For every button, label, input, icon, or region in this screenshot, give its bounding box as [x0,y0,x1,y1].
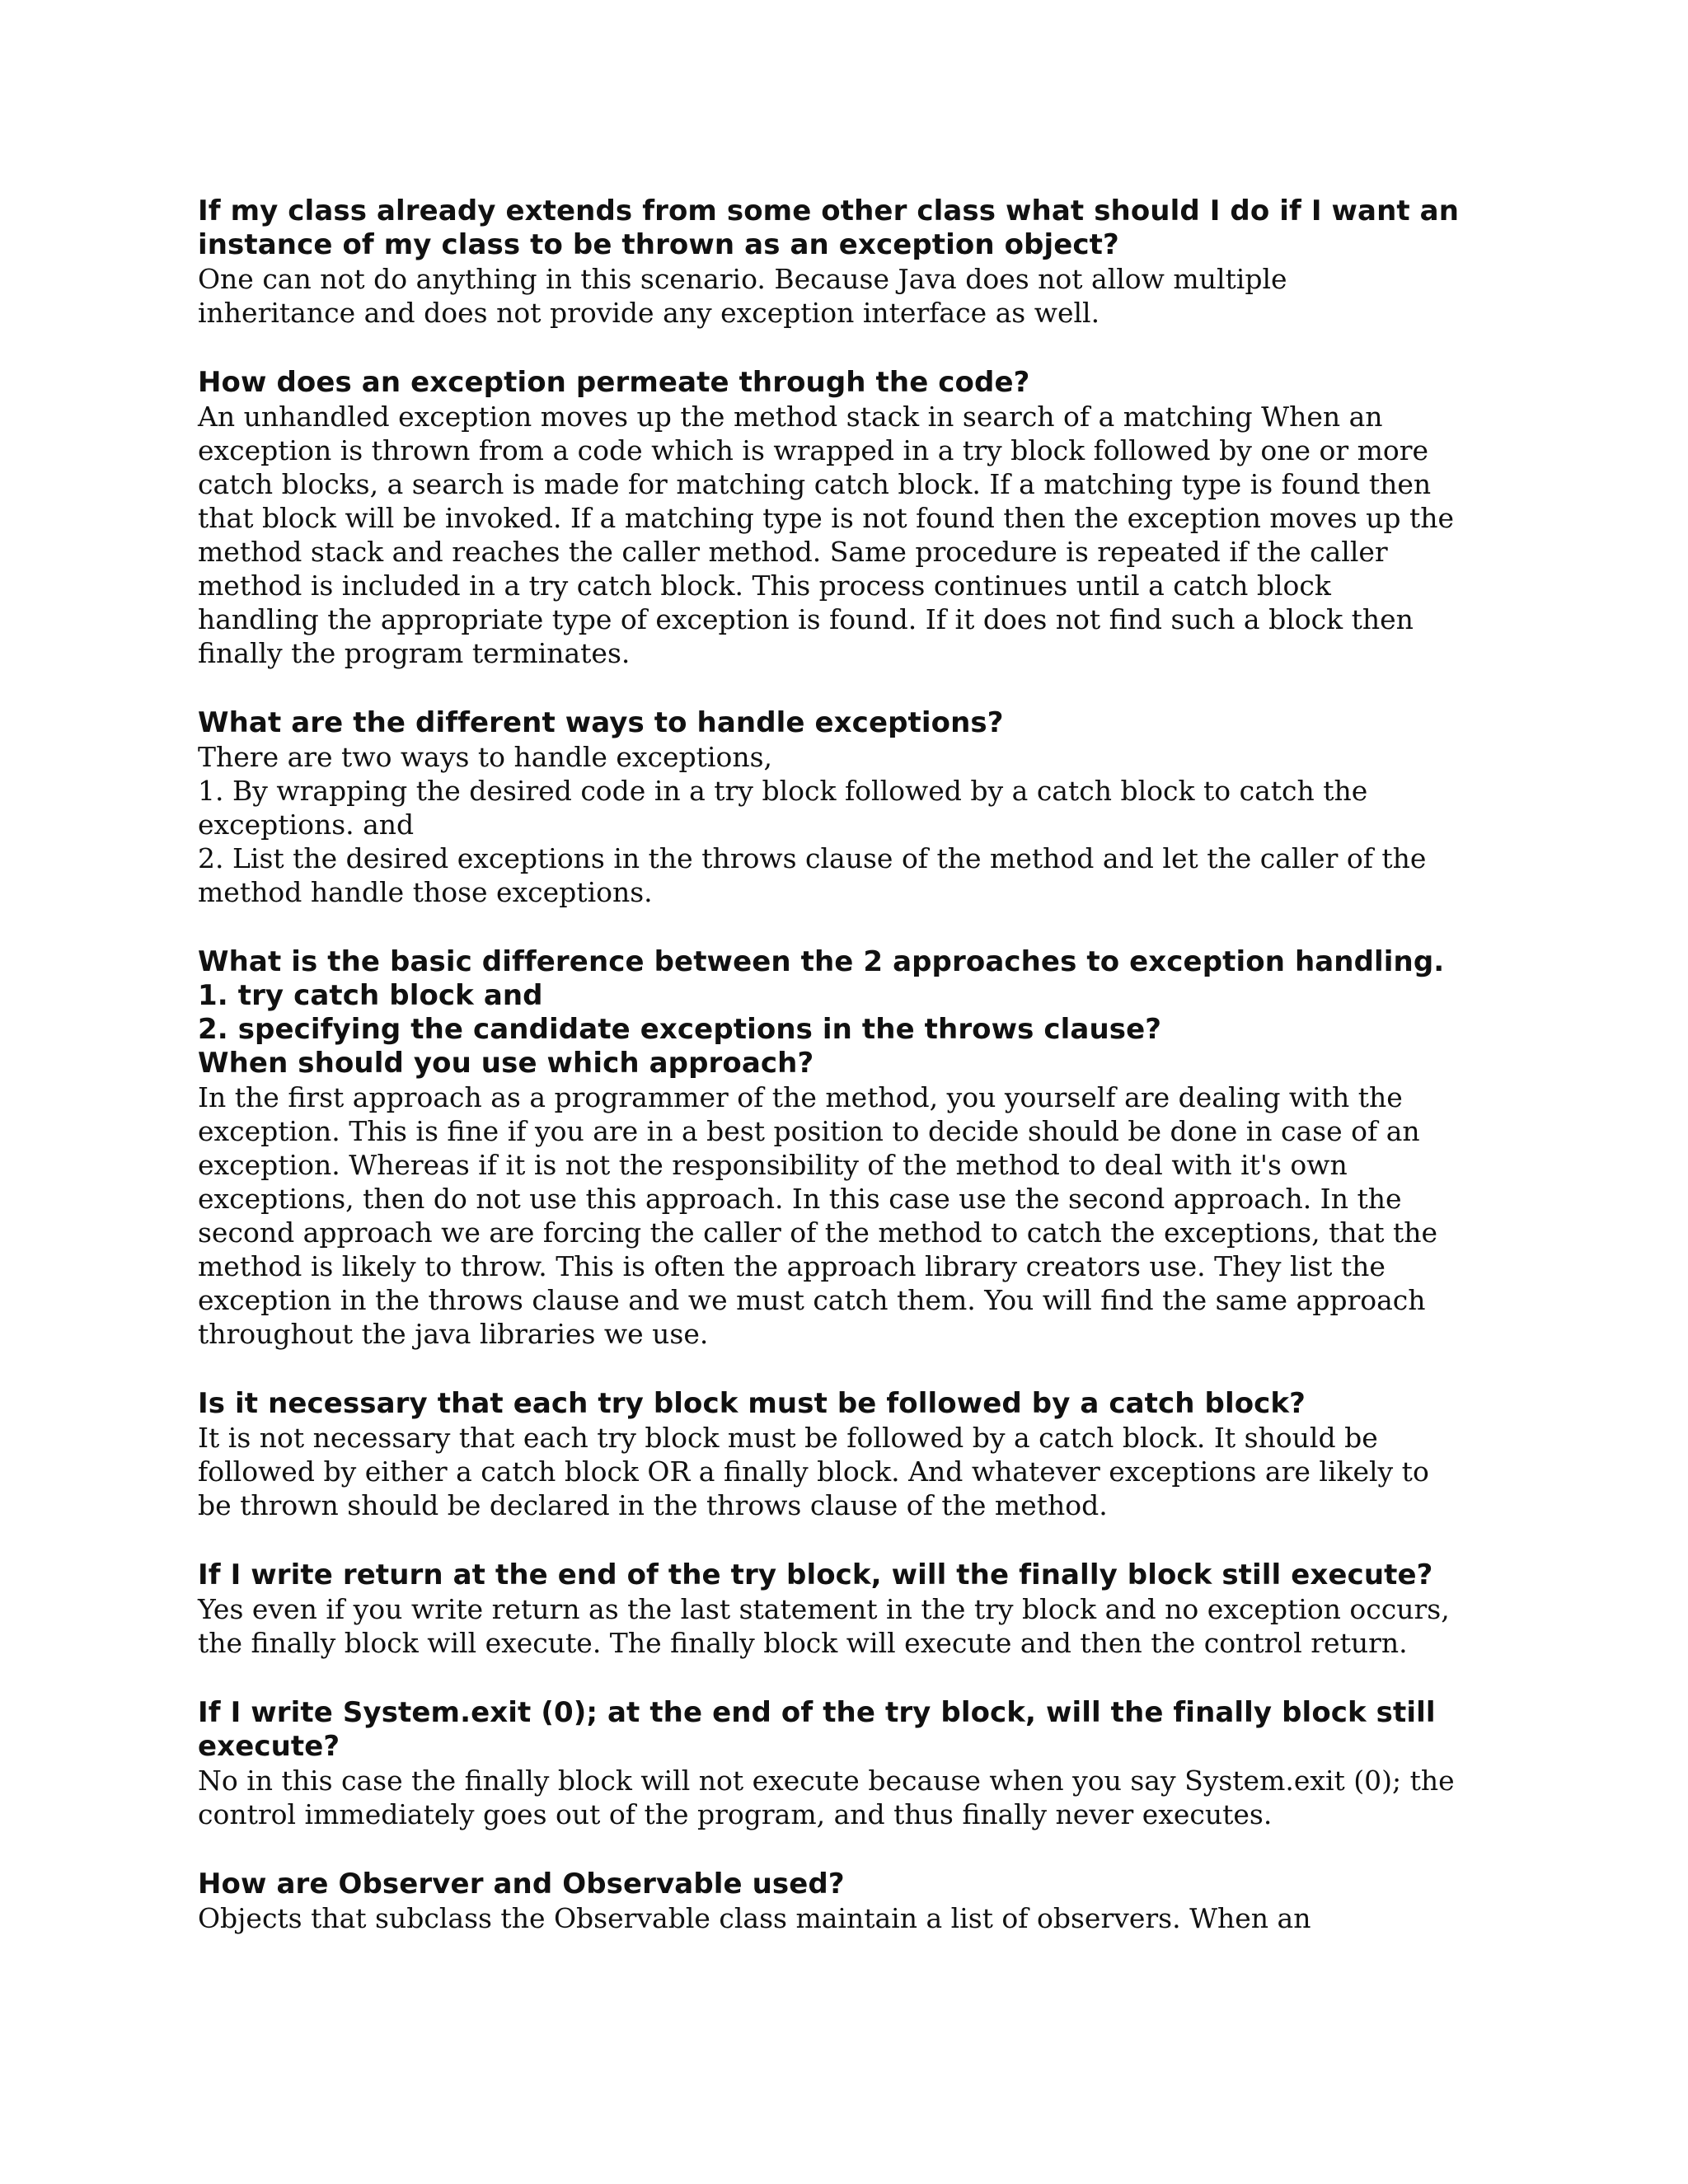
answer-line: There are two ways to handle exceptions, [198,741,773,773]
qa-section-2 [198,366,1500,670]
answer-line: finally the program terminates. [198,637,631,669]
question-line: If I write System.exit (0); at the end of the try block, will the finally block still [198,1696,1436,1729]
question-line: 1. try catch block and [198,979,543,1012]
answer-line: control immediately goes out of the program, and thus finally never executes. [198,1798,1273,1830]
question-heading [198,194,1500,262]
answer-line: method stack and reaches the caller method. Same procedure is repeated if the caller [198,536,1388,568]
qa-section-8 [198,1868,1500,1935]
answer-line: the finally block will execute. The finally block will execute and then the control return. [198,1627,1408,1659]
answer-line: Objects that subclass the Observable class maintain a list of observers. When an [198,1902,1311,1934]
answer-line: method is likely to throw. This is often the approach library creators use. They list the [198,1250,1386,1282]
answer-line: that block will be invoked. If a matching type is not found then the exception moves up the [198,502,1455,534]
question-line: What is the basic difference between the 2 approaches to exception handling. [198,945,1445,978]
question-heading [198,1696,1500,1764]
question-line: Is it necessary that each try block must be followed by a catch block? [198,1387,1306,1420]
answer-paragraph [198,1421,1500,1522]
document-page [198,194,1500,1971]
qa-section-7 [198,1696,1500,1831]
answer-line: second approach we are forcing the caller of the method to catch the exceptions, that the [198,1216,1438,1249]
question-line: execute? [198,1730,340,1763]
answer-line: method handle those exceptions. [198,876,653,908]
question-line: If my class already extends from some other class what should I do if I want an [198,194,1460,227]
question-heading [198,1387,1500,1421]
answer-line: exception. This is fine if you are in a best position to decide should be done in case of an [198,1115,1420,1147]
qa-section-3 [198,706,1500,909]
question-line: instance of my class to be thrown as an exception object? [198,228,1119,261]
qa-section-6 [198,1558,1500,1660]
question-line: How are Observer and Observable used? [198,1868,845,1900]
question-heading [198,366,1500,400]
answer-paragraph [198,1901,1500,1935]
question-heading [198,945,1500,1080]
answer-line: An unhandled exception moves up the method stack in search of a matching When an [198,401,1383,433]
answer-line: method is included in a try catch block. This process continues until a catch block [198,569,1331,602]
question-line: What are the different ways to handle exceptions? [198,706,1004,739]
answer-paragraph [198,262,1500,330]
answer-paragraph [198,740,1500,909]
question-line: 2. specifying the candidate exceptions in the throws clause? [198,1013,1162,1046]
answer-line: exception. Whereas if it is not the responsibility of the method to deal with it's own [198,1149,1348,1181]
answer-paragraph [198,400,1500,670]
question-heading [198,706,1500,740]
answer-line: One can not do anything in this scenario. Because Java does not allow multiple [198,263,1287,295]
answer-line: inheritance and does not provide any exception interface as well. [198,297,1100,329]
answer-line: followed by either a catch block OR a finally block. And whatever exceptions are likely to [198,1455,1429,1488]
answer-line: No in this case the finally block will not execute because when you say System.exit (0); the [198,1765,1455,1797]
answer-line: exceptions. and [198,808,415,841]
answer-line: throughout the java libraries we use. [198,1318,709,1350]
question-heading [198,1868,1500,1901]
answer-line: It is not necessary that each try block must be followed by a catch block. It should be [198,1422,1378,1454]
question-line: How does an exception permeate through the code? [198,366,1030,399]
answer-line: exceptions, then do not use this approach. In this case use the second approach. In the [198,1183,1402,1215]
answer-line: In the first approach as a programmer of the method, you yourself are dealing with the [198,1081,1403,1113]
question-heading [198,1558,1500,1592]
answer-paragraph [198,1764,1500,1831]
qa-section-5 [198,1387,1500,1522]
answer-line: be thrown should be declared in the throws clause of the method. [198,1489,1108,1521]
answer-line: handling the appropriate type of exception is found. If it does not find such a block then [198,603,1414,635]
answer-paragraph [198,1592,1500,1660]
answer-line: 1. By wrapping the desired code in a try block followed by a catch block to catch the [198,775,1368,807]
qa-section-4 [198,945,1500,1351]
answer-line: Yes even if you write return as the last statement in the try block and no exception occurs, [198,1593,1450,1625]
answer-paragraph [198,1080,1500,1351]
question-line: If I write return at the end of the try block, will the finally block still execute? [198,1558,1433,1591]
question-line: When should you use which approach? [198,1047,814,1080]
qa-section-1 [198,194,1500,330]
answer-line: 2. List the desired exceptions in the throws clause of the method and let the caller of the [198,842,1427,874]
answer-line: exception in the throws clause and we must catch them. You will find the same approach [198,1284,1426,1316]
answer-line: catch blocks, a search is made for matching catch block. If a matching type is found then [198,468,1432,500]
answer-line: exception is thrown from a code which is wrapped in a try block followed by one or more [198,434,1429,466]
